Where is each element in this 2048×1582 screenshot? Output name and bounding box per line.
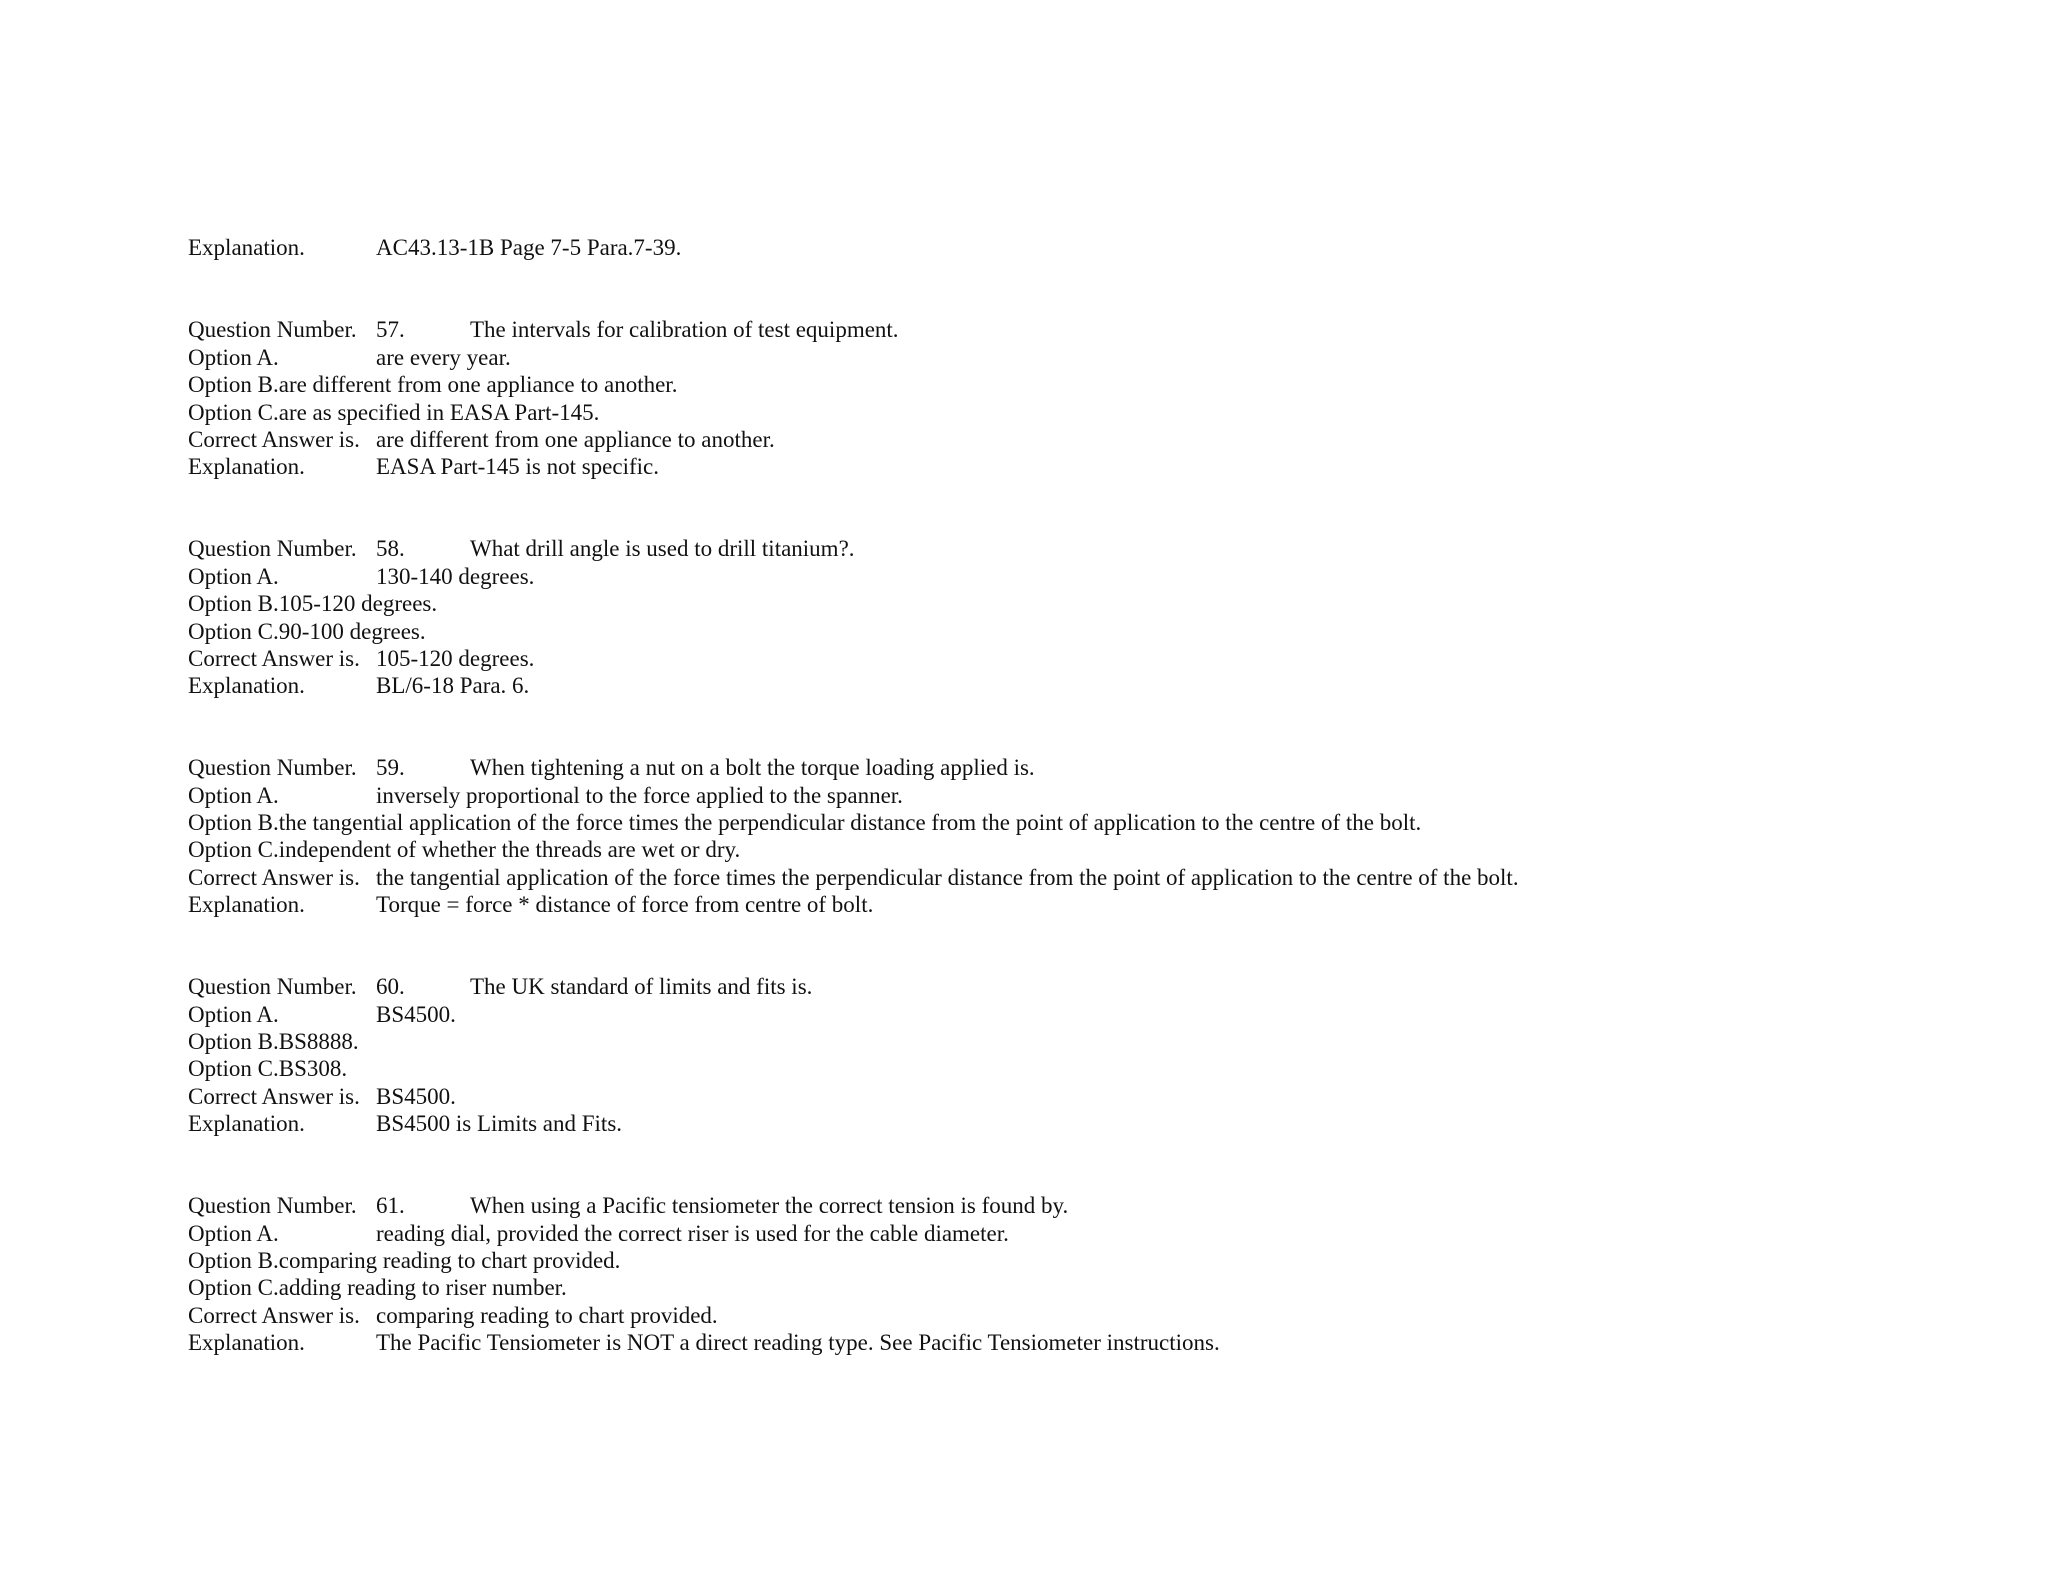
top-explanation-line: [188, 234, 1988, 261]
question-number-label: Question Number.: [188, 317, 357, 343]
correct-answer-label: Correct Answer is.: [188, 1083, 360, 1109]
explanation-label: Explanation.: [188, 1330, 305, 1356]
explanation-line: [188, 891, 1988, 918]
option-a-text: inversely proportional to the force applied to the spanner.: [376, 782, 903, 808]
correct-answer-label: Correct Answer is.: [188, 426, 360, 452]
option-c-line: [188, 399, 1988, 426]
option-b-text: comparing reading to chart provided.: [278, 1247, 621, 1273]
option-b-text: BS8888.: [278, 1028, 359, 1054]
explanation-line: [188, 1329, 1988, 1356]
option-c-label: Option C.: [188, 399, 279, 425]
option-a-text: 130-140 degrees.: [376, 563, 535, 589]
option-b-label: Option B.: [188, 810, 279, 836]
question-number: 58.: [376, 536, 405, 562]
question-number: 57.: [376, 317, 405, 343]
option-a-label: Option A.: [188, 1001, 279, 1027]
correct-answer-text: BS4500.: [376, 1083, 456, 1109]
option-b-label: Option B.: [188, 591, 279, 617]
option-c-text: are as specified in EASA Part-145.: [278, 399, 600, 425]
document-page: [188, 234, 1988, 1356]
option-c-label: Option C.: [188, 837, 279, 863]
option-b-label: Option B.: [188, 1247, 279, 1273]
explanation-text: AC43.13-1B Page 7-5 Para.7-39.: [376, 235, 682, 260]
option-a-label: Option A.: [188, 782, 279, 808]
option-b-line: [188, 590, 1988, 617]
option-b-label: Option B.: [188, 1028, 279, 1054]
explanation-label: Explanation.: [188, 673, 305, 699]
option-a-text: are every year.: [376, 344, 511, 370]
explanation-line: [188, 453, 1988, 480]
question-number-label: Question Number.: [188, 974, 357, 1000]
option-a-label: Option A.: [188, 1220, 279, 1246]
option-b-line: [188, 1247, 1988, 1274]
option-c-label: Option C.: [188, 618, 279, 644]
question-block-60: [188, 973, 1988, 1137]
explanation-text: BS4500 is Limits and Fits.: [376, 1111, 623, 1137]
option-a-line: [188, 1001, 1988, 1028]
correct-answer-text: are different from one appliance to another.: [376, 426, 775, 452]
correct-answer-text: 105-120 degrees.: [376, 645, 535, 671]
correct-answer-label: Correct Answer is.: [188, 1302, 360, 1328]
option-c-line: [188, 836, 1988, 863]
question-number-label: Question Number.: [188, 536, 357, 562]
explanation-text: BL/6-18 Para. 6.: [376, 673, 530, 699]
option-b-line: [188, 1028, 1988, 1055]
correct-answer-text: comparing reading to chart provided.: [376, 1302, 718, 1328]
question-block-57: [188, 316, 1988, 480]
question-line: [188, 316, 1988, 343]
option-c-label: Option C.: [188, 1275, 279, 1301]
question-line: [188, 535, 1988, 562]
correct-answer-label: Correct Answer is.: [188, 645, 360, 671]
question-text: The UK standard of limits and fits is.: [470, 974, 813, 1000]
explanation-line: [188, 1110, 1988, 1137]
option-c-text: adding reading to riser number.: [278, 1275, 567, 1301]
explanation-text: Torque = force * distance of force from centre of bolt.: [376, 892, 874, 918]
question-block-58: [188, 535, 1988, 699]
question-number-label: Question Number.: [188, 1193, 357, 1219]
option-b-text: are different from one appliance to another.: [278, 372, 678, 398]
option-c-text: BS308.: [278, 1056, 348, 1082]
explanation-label: Explanation.: [188, 454, 305, 480]
option-b-text: the tangential application of the force times the perpendicular distance from the point of application to the centre of the bolt.: [278, 810, 1422, 836]
option-b-line: [188, 809, 1988, 836]
correct-answer-line: [188, 645, 1988, 672]
explanation-text: The Pacific Tensiometer is NOT a direct reading type. See Pacific Tensiometer instructions.: [376, 1330, 1220, 1356]
option-c-line: [188, 618, 1988, 645]
option-c-text: independent of whether the threads are wet or dry.: [278, 837, 741, 863]
option-a-label: Option A.: [188, 563, 279, 589]
explanation-label: Explanation.: [188, 235, 305, 260]
explanation-line: [188, 672, 1988, 699]
explanation-label: Explanation.: [188, 892, 305, 918]
option-a-text: reading dial, provided the correct riser is used for the cable diameter.: [376, 1220, 1009, 1246]
option-c-label: Option C.: [188, 1056, 279, 1082]
question-number: 61.: [376, 1193, 405, 1219]
option-a-line: [188, 563, 1988, 590]
option-b-line: [188, 371, 1988, 398]
correct-answer-line: [188, 1302, 1988, 1329]
option-b-label: Option B.: [188, 372, 279, 398]
explanation-label: Explanation.: [188, 1111, 305, 1137]
option-c-text: 90-100 degrees.: [278, 618, 426, 644]
question-text: When using a Pacific tensiometer the correct tension is found by.: [470, 1193, 1069, 1219]
question-line: [188, 754, 1988, 781]
explanation-text: EASA Part-145 is not specific.: [376, 454, 659, 480]
question-number-label: Question Number.: [188, 755, 357, 781]
option-a-line: [188, 782, 1988, 809]
question-number: 59.: [376, 755, 405, 781]
correct-answer-line: [188, 864, 1988, 891]
correct-answer-line: [188, 1083, 1988, 1110]
question-block-59: [188, 754, 1988, 918]
option-a-label: Option A.: [188, 344, 279, 370]
option-a-line: [188, 1220, 1988, 1247]
question-block-61: [188, 1192, 1988, 1356]
option-a-text: BS4500.: [376, 1001, 456, 1027]
correct-answer-label: Correct Answer is.: [188, 864, 360, 890]
question-text: What drill angle is used to drill titanium?.: [470, 536, 855, 562]
question-text: When tightening a nut on a bolt the torque loading applied is.: [470, 755, 1035, 781]
question-line: [188, 973, 1988, 1000]
option-c-line: [188, 1274, 1988, 1301]
question-number: 60.: [376, 974, 405, 1000]
option-a-line: [188, 344, 1988, 371]
question-text: The intervals for calibration of test equipment.: [470, 317, 899, 343]
option-b-text: 105-120 degrees.: [278, 591, 438, 617]
question-line: [188, 1192, 1988, 1219]
correct-answer-line: [188, 426, 1988, 453]
correct-answer-text: the tangential application of the force times the perpendicular distance from the point of application to the centre of the bolt.: [376, 864, 1519, 890]
option-c-line: [188, 1055, 1988, 1082]
